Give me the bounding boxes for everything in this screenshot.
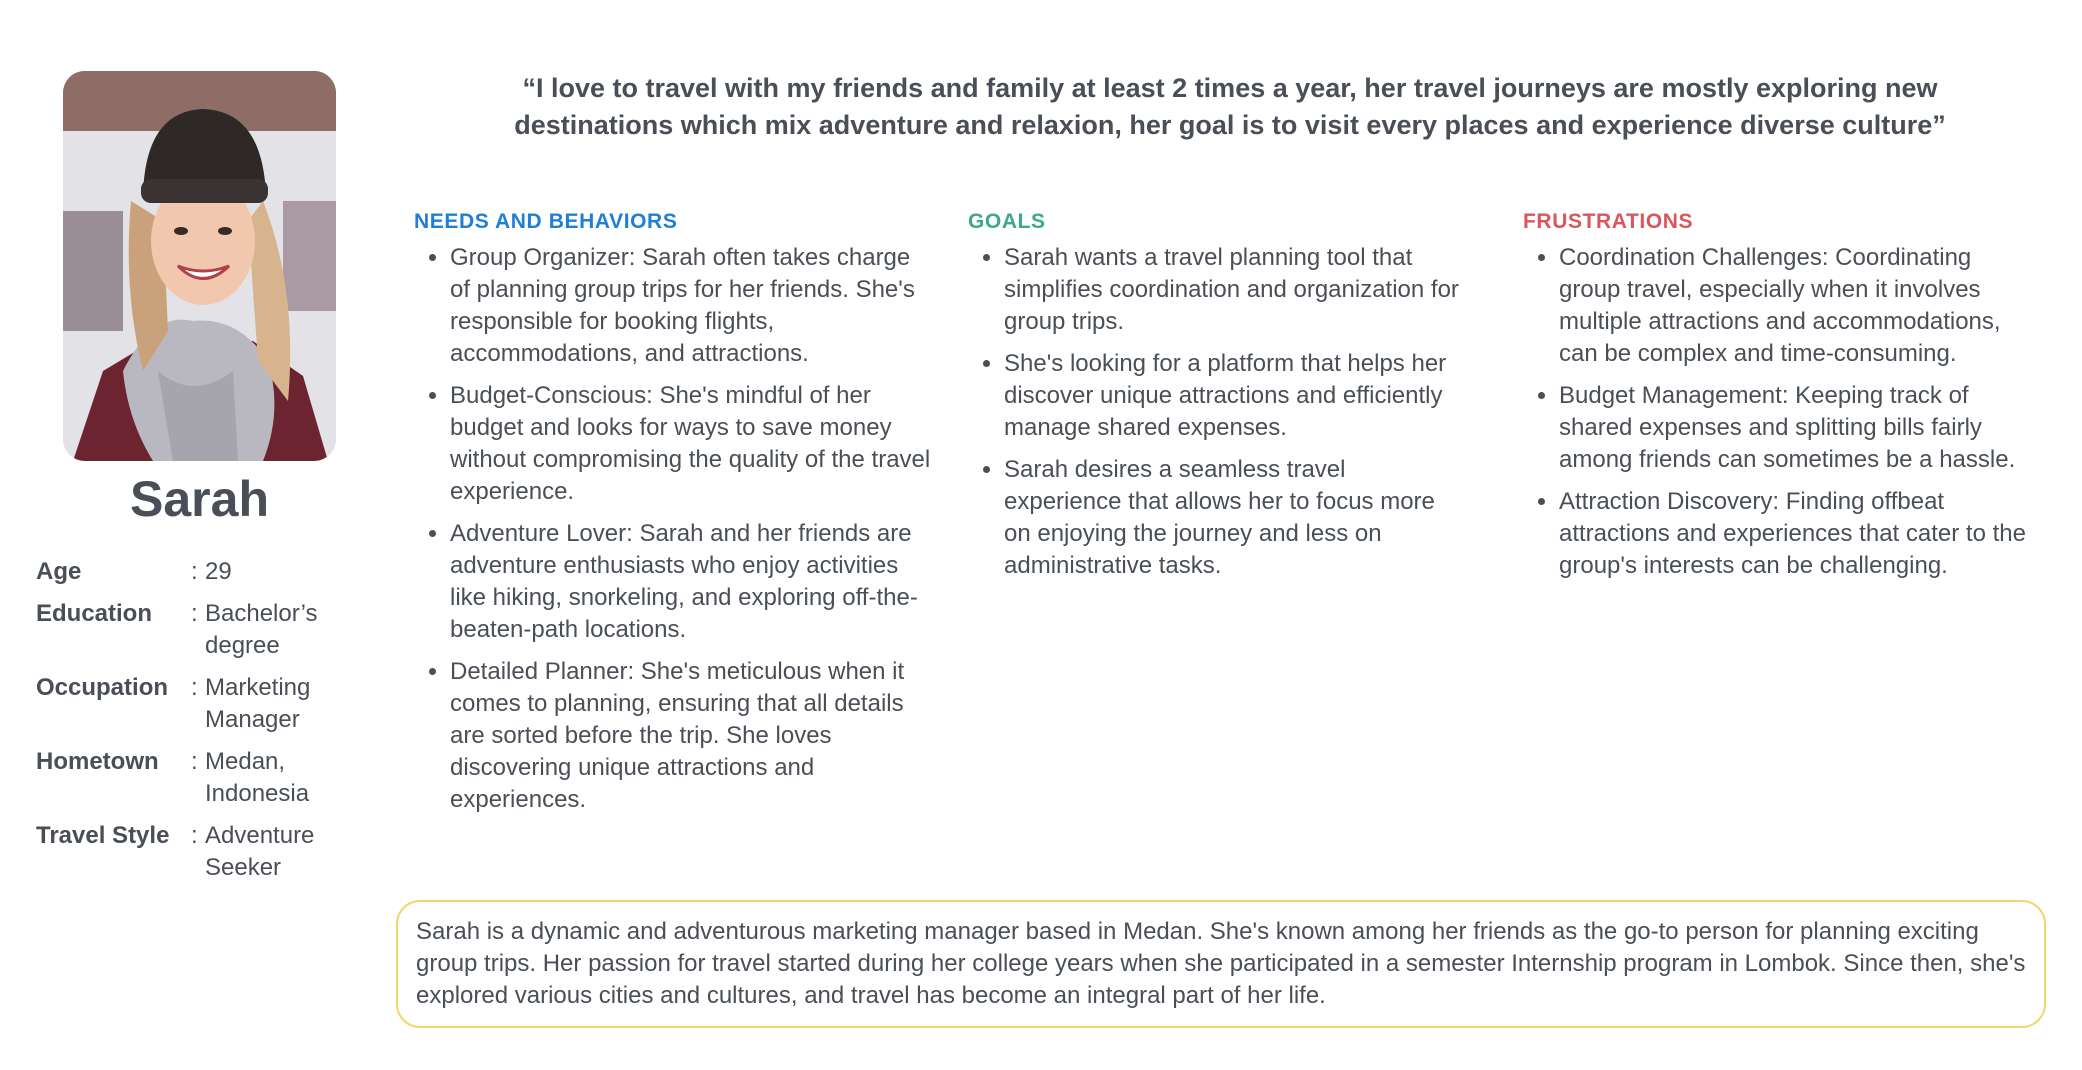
- persona-quote: “I love to travel with my friends and family at least 2 times a year, her travel journeys are mostly exploring new destinations which mix adventure and relaxion, her goal is to visit every places and experience diverse culture”: [514, 73, 1946, 140]
- profile-separator: :: [191, 674, 198, 701]
- list-item: • Coordination Challenges: Coordinating group travel, especially when it involves multiple attractions and accommodations, can be complex and time-consuming.: [1559, 242, 2028, 370]
- profile-separator: :: [191, 558, 198, 585]
- profile-details: [36, 556, 366, 894]
- profile-key: Occupation: [36, 674, 169, 701]
- profile-value: Medan, Indonesia: [205, 748, 310, 807]
- list-item: • Sarah desires a seamless travel experience that allows her to focus more on enjoying the journey and less on administrative tasks.: [1004, 454, 1468, 582]
- profile-separator: :: [191, 822, 198, 849]
- frustrations-title: FRUSTRATIONS: [1523, 210, 1694, 233]
- frustrations-list: [1523, 242, 2028, 582]
- profile-value: Bachelor’s degree: [205, 600, 318, 659]
- persona-photo: [63, 71, 336, 461]
- list-item: • Budget-Conscious: She's mindful of her budget and looks for ways to save money without compromising the quality of the travel experience.: [450, 380, 934, 508]
- profile-value: 29: [205, 558, 232, 585]
- profile-key: Travel Style: [36, 822, 170, 849]
- persona-name: Sarah: [130, 471, 269, 527]
- profile-separator: :: [191, 600, 198, 627]
- profile-key: Age: [36, 558, 82, 585]
- persona-bio: Sarah is a dynamic and adventurous marketing manager based in Medan. She's known among her friends as the go-to person for planning exciting group trips. Her passion for travel started during her college years when she participated in a semester Internship program in Lombok. Since then, she's explored various cities and cultures, and travel has become an integral part of her life.: [396, 900, 2046, 1028]
- profile-row-travel-style: [36, 820, 366, 884]
- list-item: • Attraction Discovery: Finding offbeat attractions and experiences that cater to the group's interests can be challenging.: [1559, 486, 2028, 582]
- profile-key: Education: [36, 600, 153, 627]
- profile-row-age: [36, 556, 366, 588]
- goals-title: GOALS: [968, 210, 1046, 233]
- profile-row-occupation: [36, 672, 366, 736]
- profile-value: Adventure Seeker: [205, 822, 315, 881]
- profile-row-hometown: [36, 746, 366, 810]
- needs-title: NEEDS AND BEHAVIORS: [414, 210, 678, 233]
- needs-list: [414, 242, 934, 816]
- profile-row-education: [36, 598, 366, 662]
- frustrations-section: [1523, 208, 2028, 592]
- profile-value: Marketing Manager: [205, 674, 311, 733]
- goals-section: [968, 208, 1468, 592]
- list-item: • Budget Management: Keeping track of shared expenses and splitting bills fairly among friends can sometimes be a hassle.: [1559, 380, 2028, 476]
- list-item: • Group Organizer: Sarah often takes charge of planning group trips for her friends. She's responsible for booking flights, accommodations, and attractions.: [450, 242, 934, 370]
- list-item: • Adventure Lover: Sarah and her friends are adventure enthusiasts who enjoy activities like hiking, snorkeling, and exploring off-the-beaten-path locations.: [450, 518, 934, 646]
- list-item: • Sarah wants a travel planning tool that simplifies coordination and organization for group trips.: [1004, 242, 1468, 338]
- list-item: • She's looking for a platform that helps her discover unique attractions and efficiently manage shared expenses.: [1004, 348, 1468, 444]
- goals-list: [968, 242, 1468, 582]
- list-item: • Detailed Planner: She's meticulous when it comes to planning, ensuring that all details are sorted before the trip. She loves discovering unique attractions and experiences.: [450, 656, 934, 816]
- profile-key: Hometown: [36, 748, 159, 775]
- profile-separator: :: [191, 748, 198, 775]
- needs-section: [414, 208, 934, 826]
